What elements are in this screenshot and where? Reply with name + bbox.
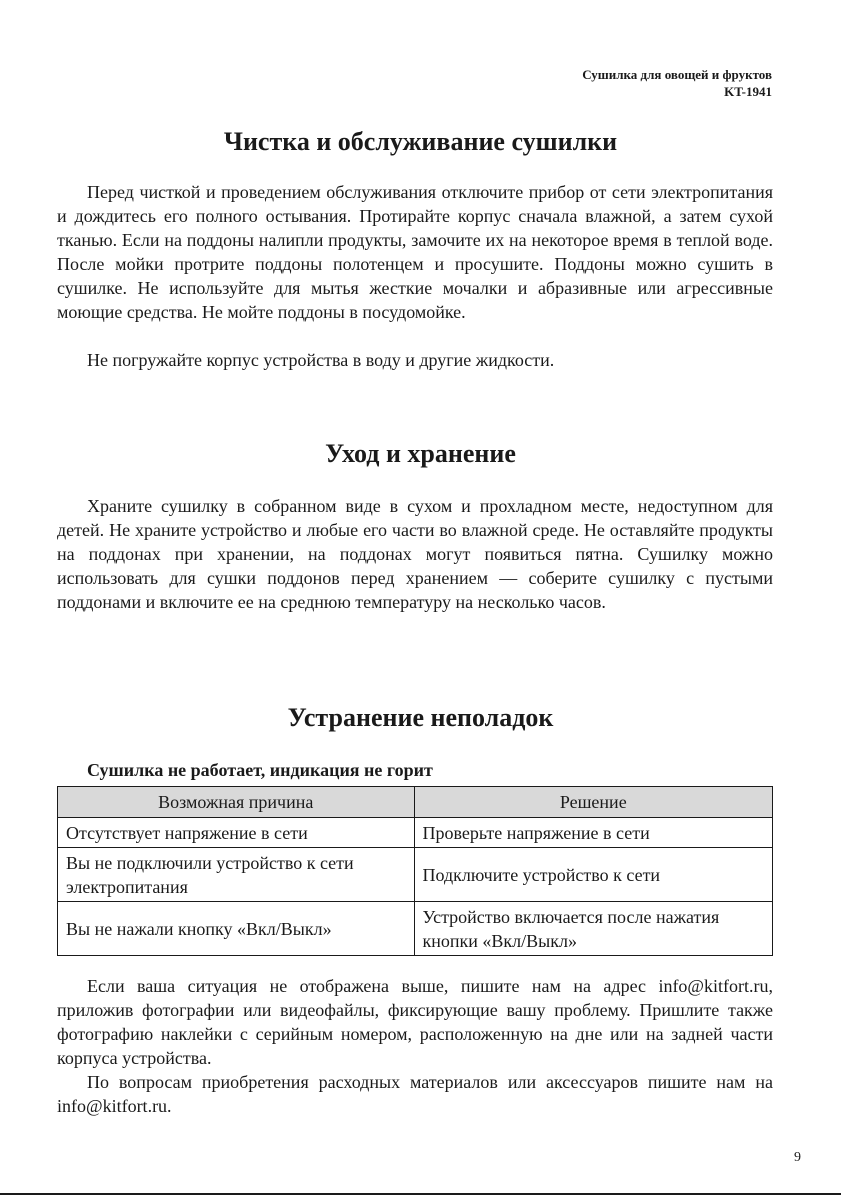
storage-section-title: Уход и хранение <box>325 439 516 468</box>
troubleshooting-section-title: Устранение неполадок <box>287 703 554 732</box>
header-model-number: KT-1941 <box>724 84 772 99</box>
bottom-divider <box>0 1193 841 1195</box>
table-cell-solution: Подключите устройство к сети <box>414 848 772 902</box>
contact-paragraph-text: Если ваша ситуация не отображена выше, пишите нам на адрес info@kitfort.ru, приложив фотографии или видеофайлы, фиксирующие вашу проблему. Пришлите также фотографию наклейки с серийным номером, расположенную на дне или на задней части корпуса устройства. <box>57 976 773 1068</box>
table-cell-cause: Вы не нажали кнопку «Вкл/Выкл» <box>58 902 415 956</box>
accessories-paragraph-text: По вопросам приобретения расходных материалов или аксессуаров пишите нам на info@kitfort.ru. <box>57 1072 773 1116</box>
table-cell-solution: Устройство включается после нажатия кнопки «Вкл/Выкл» <box>414 902 772 956</box>
table-header-cause: Возможная причина <box>58 787 415 818</box>
table-row <box>58 902 773 956</box>
cleaning-paragraph <box>57 180 773 324</box>
page-number: 9 <box>794 1150 801 1165</box>
contact-paragraph <box>57 974 773 1070</box>
storage-paragraph-text: Храните сушилку в собранном виде в сухом и прохладном месте, недоступном для детей. Не храните устройство и любые его части во влажной среде. Не оставляйте продукты на поддонах при хранении, на поддонах могут появиться пятна. Сушилку можно использовать для сушки поддонов перед хранением — соберите сушилку с пустыми поддонами и включите ее на среднюю температуру на несколько часов. <box>57 496 773 612</box>
cleaning-paragraph-text: Перед чисткой и проведением обслуживания отключите прибор от сети электропитания и дождитесь его полного остывания. Протирайте корпус сначала влажной, а затем сухой тканью. Если на поддоны налипли продукты, замочите их на некоторое время в теплой воде. После мойки протрите поддоны полотенцем и просушите. Поддоны можно сушить в сушилке. Не используйте для мытья жесткие мочалки и абразивные или агрессивные моющие средства. Не мойте поддоны в посудомойке. <box>57 182 773 322</box>
troubleshooting-table <box>57 786 773 956</box>
troubleshooting-subtitle: Сушилка не работает, индикация не горит <box>87 760 433 780</box>
storage-paragraph <box>57 494 773 614</box>
immersion-warning-text: Не погружайте корпус устройства в воду и другие жидкости. <box>87 350 555 370</box>
cleaning-section-title: Чистка и обслуживание сушилки <box>223 127 618 156</box>
table-cell-cause: Вы не подключили устройство к сети электропитания <box>58 848 415 902</box>
table-row <box>58 848 773 902</box>
running-header <box>582 66 772 100</box>
table-header-solution: Решение <box>414 787 772 818</box>
immersion-warning-paragraph <box>57 348 773 372</box>
accessories-paragraph <box>57 1070 773 1118</box>
table-header-row <box>58 787 773 818</box>
table-cell-solution: Проверьте напряжение в сети <box>414 818 772 848</box>
table-row <box>58 818 773 848</box>
table-cell-cause: Отсутствует напряжение в сети <box>58 818 415 848</box>
header-product-name: Сушилка для овощей и фруктов <box>582 67 772 82</box>
